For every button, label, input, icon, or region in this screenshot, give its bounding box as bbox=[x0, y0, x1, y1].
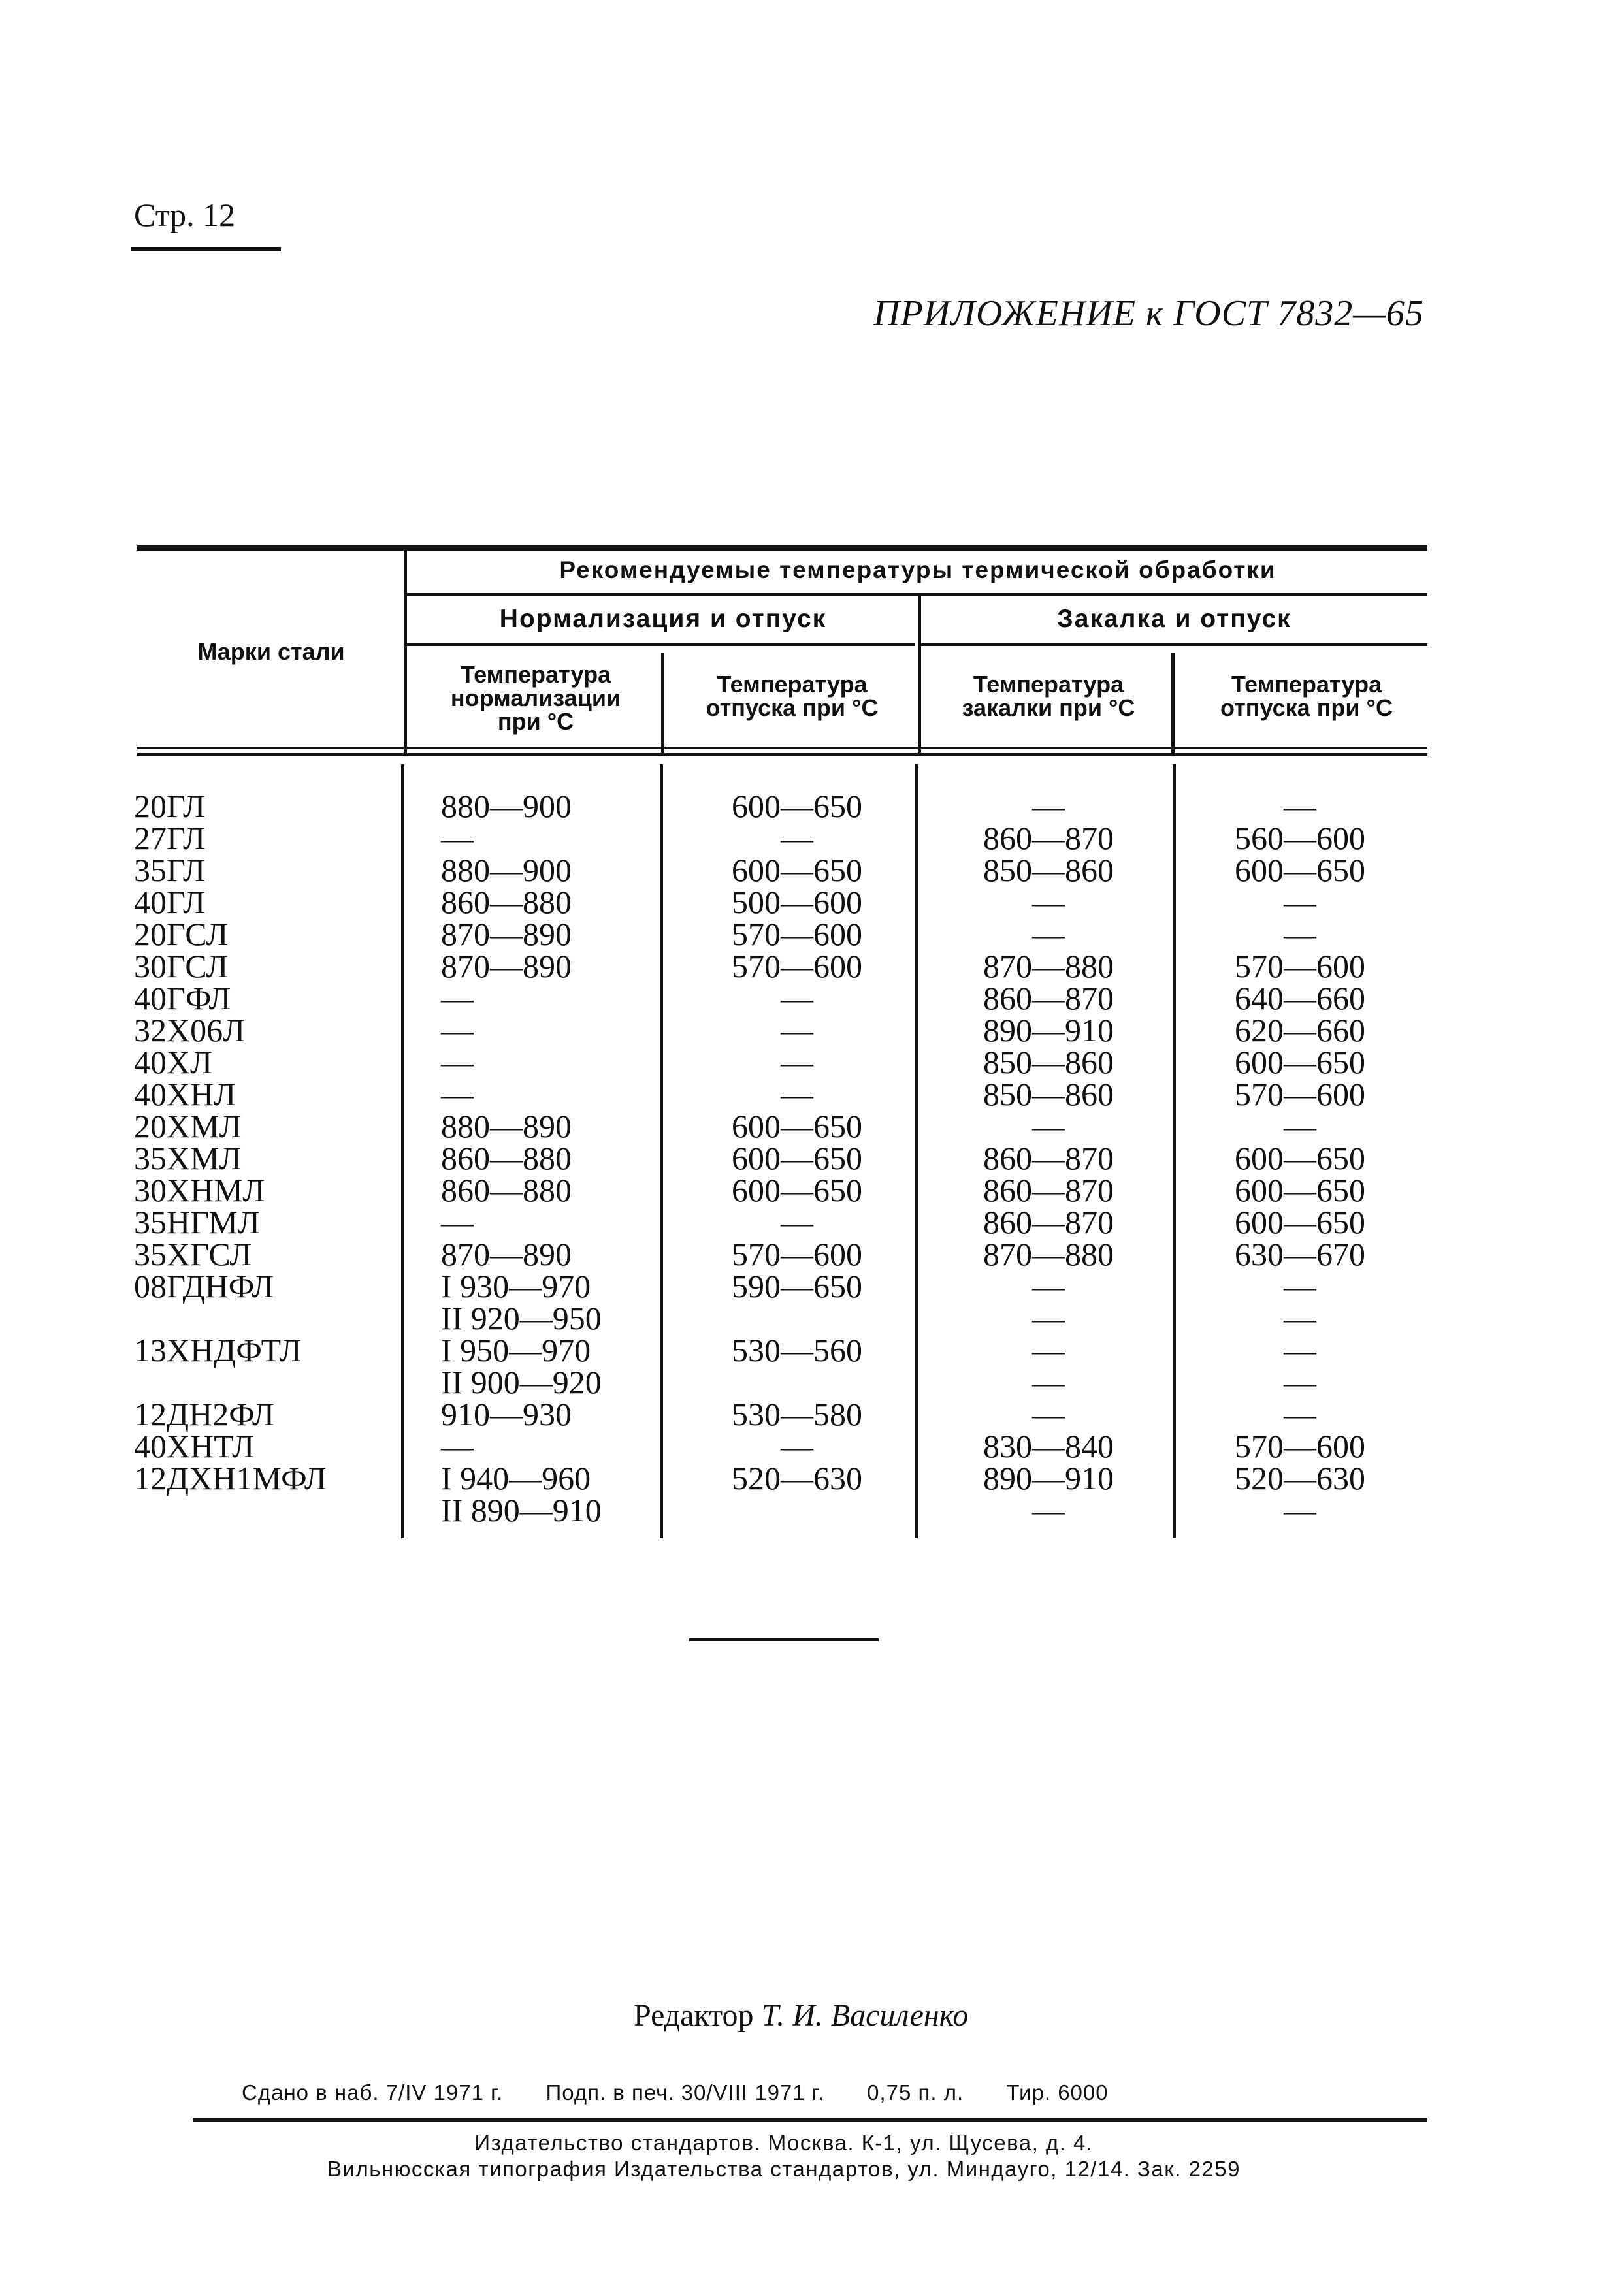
quench-temp-cell: 860—870 bbox=[983, 1140, 1114, 1176]
header-quench-temper: Температура отпуска при °С bbox=[1220, 671, 1393, 721]
norm-temper-cell: 500—600 bbox=[732, 884, 862, 920]
norm-temp-cell: — bbox=[441, 820, 474, 856]
quench-temper-cell: — bbox=[1284, 1268, 1316, 1304]
imprint-print-run: Тир. 6000 bbox=[1006, 2080, 1109, 2105]
norm-temp-cell: — bbox=[441, 1012, 474, 1048]
group-title-rule bbox=[405, 593, 1427, 596]
norm-temp-cell: 860—880 bbox=[441, 884, 572, 920]
norm-temp-cell: — bbox=[441, 1204, 474, 1240]
quench-temp-cell: 860—870 bbox=[983, 1204, 1114, 1240]
grade-cell: 08ГДНФЛ bbox=[134, 1268, 274, 1304]
grade-cell: 40ХНЛ bbox=[134, 1076, 236, 1112]
column-normalization-temp bbox=[412, 790, 670, 1526]
quench-temper-cell: 600—650 bbox=[1235, 1044, 1365, 1080]
column-grades bbox=[134, 790, 402, 1526]
header-quench-temp: Температура закалки при °С bbox=[962, 671, 1135, 721]
norm-temper-cell: 600—650 bbox=[732, 1108, 862, 1144]
norm-temp-cell: 870—890 bbox=[441, 916, 572, 952]
norm-temp-cell: II 900—920 bbox=[441, 1364, 602, 1400]
grade-cell: 32Х06Л bbox=[134, 1012, 246, 1048]
normalization-group-rule bbox=[405, 643, 915, 646]
quench-temp-cell: — bbox=[1032, 1268, 1065, 1304]
grade-cell: 40ХНТЛ bbox=[134, 1428, 255, 1464]
publisher-line-1: Издательство стандартов. Москва. К-1, ул. Щусева, д. 4. bbox=[474, 2131, 1094, 2155]
norm-temper-cell bbox=[673, 1366, 921, 1398]
quench-temp-cell: — bbox=[1032, 916, 1065, 952]
grade-cell bbox=[134, 1366, 402, 1398]
norm-temp-cell: II 920—950 bbox=[441, 1300, 602, 1336]
norm-temp-cell: — bbox=[441, 1076, 474, 1112]
norm-temper-cell: — bbox=[781, 1076, 813, 1112]
imprint-sheets: 0,75 п. л. bbox=[867, 2080, 964, 2105]
quench-temp-cell: — bbox=[1032, 788, 1065, 824]
quench-temp-cell: 860—870 bbox=[983, 980, 1114, 1016]
page-number: Стр. 12 bbox=[134, 197, 236, 233]
norm-temp-cell: 880—890 bbox=[441, 1108, 572, 1144]
quench-temp-cell: 860—870 bbox=[983, 1172, 1114, 1208]
grade-cell: 30ГСЛ bbox=[134, 948, 229, 984]
quench-temper-cell: — bbox=[1284, 1300, 1316, 1336]
table-top-rule bbox=[137, 545, 1427, 551]
quench-temp-cell: 870—880 bbox=[983, 948, 1114, 984]
header-norm-temp: Температура нормализации при °С bbox=[450, 661, 621, 735]
grade-cell: 20ХМЛ bbox=[134, 1108, 242, 1144]
norm-temper-cell: 530—560 bbox=[732, 1332, 862, 1368]
quench-temp-cell: 850—860 bbox=[983, 1076, 1114, 1112]
norm-temp-cell: 870—890 bbox=[441, 1236, 572, 1272]
norm-temp-cell: 860—880 bbox=[441, 1172, 572, 1208]
norm-temper-cell: 600—650 bbox=[732, 788, 862, 824]
col-divider-norm bbox=[661, 653, 664, 754]
column-quench-temp bbox=[924, 790, 1173, 1526]
grade-cell: 13ХНДФТЛ bbox=[134, 1332, 302, 1368]
quench-temp-cell: 890—910 bbox=[983, 1012, 1114, 1048]
norm-temp-cell: — bbox=[441, 1428, 474, 1464]
quench-temp-cell: 830—840 bbox=[983, 1428, 1114, 1464]
grade-cell: 27ГЛ bbox=[134, 820, 206, 856]
editor-label: Редактор bbox=[634, 1998, 754, 2033]
quench-temper-cell: 570—600 bbox=[1235, 1428, 1365, 1464]
quench-temper-cell: 570—600 bbox=[1235, 948, 1365, 984]
quench-temper-cell: 620—660 bbox=[1235, 1012, 1365, 1048]
quench-temper-cell: 600—650 bbox=[1235, 1140, 1365, 1176]
imprint-rule bbox=[193, 2118, 1427, 2122]
grade-cell: 35ГЛ bbox=[134, 852, 206, 888]
quench-temper-cell: — bbox=[1284, 788, 1316, 824]
quench-temp-cell: — bbox=[1032, 1300, 1065, 1336]
grade-cell: 20ГЛ bbox=[134, 788, 206, 824]
header-grade: Марки стали bbox=[197, 638, 345, 665]
quench-temp-cell: 870—880 bbox=[983, 1236, 1114, 1272]
quench-temper-cell: 570—600 bbox=[1235, 1076, 1365, 1112]
header-group-title: Рекомендуемые температуры термической обработки bbox=[559, 557, 1276, 583]
imprint-line bbox=[242, 2080, 1405, 2105]
quench-temper-cell: 600—650 bbox=[1235, 852, 1365, 888]
grade-cell: 35ХГСЛ bbox=[134, 1236, 252, 1272]
norm-temp-cell: 870—890 bbox=[441, 948, 572, 984]
quench-temper-cell: — bbox=[1284, 1332, 1316, 1368]
norm-temp-cell: — bbox=[441, 1044, 474, 1080]
header-normalization: Нормализация и отпуск bbox=[499, 605, 827, 633]
norm-temp-cell: I 940—960 bbox=[441, 1460, 591, 1496]
norm-temper-cell: 600—650 bbox=[732, 1172, 862, 1208]
grade-cell: 40ГЛ bbox=[134, 884, 206, 920]
quench-temper-cell: 640—660 bbox=[1235, 980, 1365, 1016]
quench-temper-cell: — bbox=[1284, 916, 1316, 952]
quench-temper-cell: 600—650 bbox=[1235, 1172, 1365, 1208]
norm-temper-cell: 570—600 bbox=[732, 916, 862, 952]
quench-temp-cell: 850—860 bbox=[983, 852, 1114, 888]
norm-temper-cell bbox=[673, 1302, 921, 1334]
quench-temp-cell: — bbox=[1032, 1108, 1065, 1144]
norm-temper-cell bbox=[673, 1494, 921, 1526]
norm-temper-cell: 600—650 bbox=[732, 852, 862, 888]
quench-temper-cell: — bbox=[1284, 884, 1316, 920]
norm-temper-cell: 520—630 bbox=[732, 1460, 862, 1496]
quench-temp-cell: 850—860 bbox=[983, 1044, 1114, 1080]
column-normalization-temper bbox=[673, 790, 921, 1526]
norm-temp-cell: 880—900 bbox=[441, 852, 572, 888]
quench-temp-cell: — bbox=[1032, 1396, 1065, 1432]
appendix-title: ПРИЛОЖЕНИЕ к ГОСТ 7832—65 bbox=[873, 293, 1424, 334]
quench-temper-cell: — bbox=[1284, 1108, 1316, 1144]
grade-cell bbox=[134, 1302, 402, 1334]
quench-temp-cell: — bbox=[1032, 1492, 1065, 1528]
quench-temp-cell: 860—870 bbox=[983, 820, 1114, 856]
norm-temp-cell: II 890—910 bbox=[441, 1492, 602, 1528]
quench-temper-cell: 630—670 bbox=[1235, 1236, 1365, 1272]
norm-temper-cell: — bbox=[781, 1204, 813, 1240]
grade-cell: 30ХНМЛ bbox=[134, 1172, 265, 1208]
grade-cell: 35ХМЛ bbox=[134, 1140, 242, 1176]
grade-cell: 40ГФЛ bbox=[134, 980, 231, 1016]
editor-name: Т. И. Василенко bbox=[761, 1998, 969, 2033]
col-divider-quench bbox=[1171, 653, 1175, 754]
quench-temper-cell: — bbox=[1284, 1364, 1316, 1400]
norm-temper-cell: — bbox=[781, 1428, 813, 1464]
quench-temp-cell: — bbox=[1032, 1364, 1065, 1400]
header-bottom-rule-2 bbox=[137, 753, 1427, 756]
header-norm-temper: Температура отпуска при °С bbox=[706, 671, 879, 721]
grade-cell: 40ХЛ bbox=[134, 1044, 213, 1080]
quench-temp-cell: — bbox=[1032, 884, 1065, 920]
quench-temper-cell: — bbox=[1284, 1396, 1316, 1432]
norm-temp-cell: 880—900 bbox=[441, 788, 572, 824]
editor-line bbox=[634, 1997, 968, 2033]
norm-temper-cell: 600—650 bbox=[732, 1140, 862, 1176]
quench-temp-cell: 890—910 bbox=[983, 1460, 1114, 1496]
norm-temp-cell: 910—930 bbox=[441, 1396, 572, 1432]
quench-temp-cell: — bbox=[1032, 1332, 1065, 1368]
header-quench: Закалка и отпуск bbox=[1057, 605, 1291, 633]
norm-temper-cell: 590—650 bbox=[732, 1268, 862, 1304]
grade-cell: 12ДХН1МФЛ bbox=[134, 1460, 327, 1496]
norm-temper-cell: 570—600 bbox=[732, 948, 862, 984]
page-number-underline bbox=[131, 247, 281, 251]
quench-temper-cell: 600—650 bbox=[1235, 1204, 1365, 1240]
norm-temper-cell: 530—580 bbox=[732, 1396, 862, 1432]
header-bottom-rule-1 bbox=[137, 747, 1427, 749]
norm-temper-cell: 570—600 bbox=[732, 1236, 862, 1272]
norm-temp-cell: I 950—970 bbox=[441, 1332, 591, 1368]
norm-temp-cell: 860—880 bbox=[441, 1140, 572, 1176]
grade-cell: 35НГМЛ bbox=[134, 1204, 260, 1240]
quench-group-rule bbox=[921, 643, 1427, 646]
norm-temper-cell: — bbox=[781, 1012, 813, 1048]
section-divider bbox=[689, 1638, 879, 1641]
grade-cell: 12ДН2ФЛ bbox=[134, 1396, 274, 1432]
imprint-signed: Подп. в печ. 30/VIII 1971 г. bbox=[545, 2080, 824, 2105]
publisher-line-2: Вильнюсская типография Издательства стандартов, ул. Миндауго, 12/14. Зак. 2259 bbox=[327, 2157, 1241, 2181]
column-quench-temper bbox=[1176, 790, 1424, 1526]
col-divider-grade bbox=[404, 551, 407, 754]
norm-temp-cell: I 930—970 bbox=[441, 1268, 591, 1304]
norm-temp-cell: — bbox=[441, 980, 474, 1016]
quench-temper-cell: 520—630 bbox=[1235, 1460, 1365, 1496]
grade-cell: 20ГСЛ bbox=[134, 916, 229, 952]
norm-temper-cell: — bbox=[781, 980, 813, 1016]
norm-temper-cell: — bbox=[781, 1044, 813, 1080]
grade-cell bbox=[134, 1494, 402, 1526]
quench-temper-cell: 560—600 bbox=[1235, 820, 1365, 856]
quench-temper-cell: — bbox=[1284, 1492, 1316, 1528]
imprint-submitted: Сдано в наб. 7/IV 1971 г. bbox=[242, 2080, 504, 2105]
norm-temper-cell: — bbox=[781, 820, 813, 856]
